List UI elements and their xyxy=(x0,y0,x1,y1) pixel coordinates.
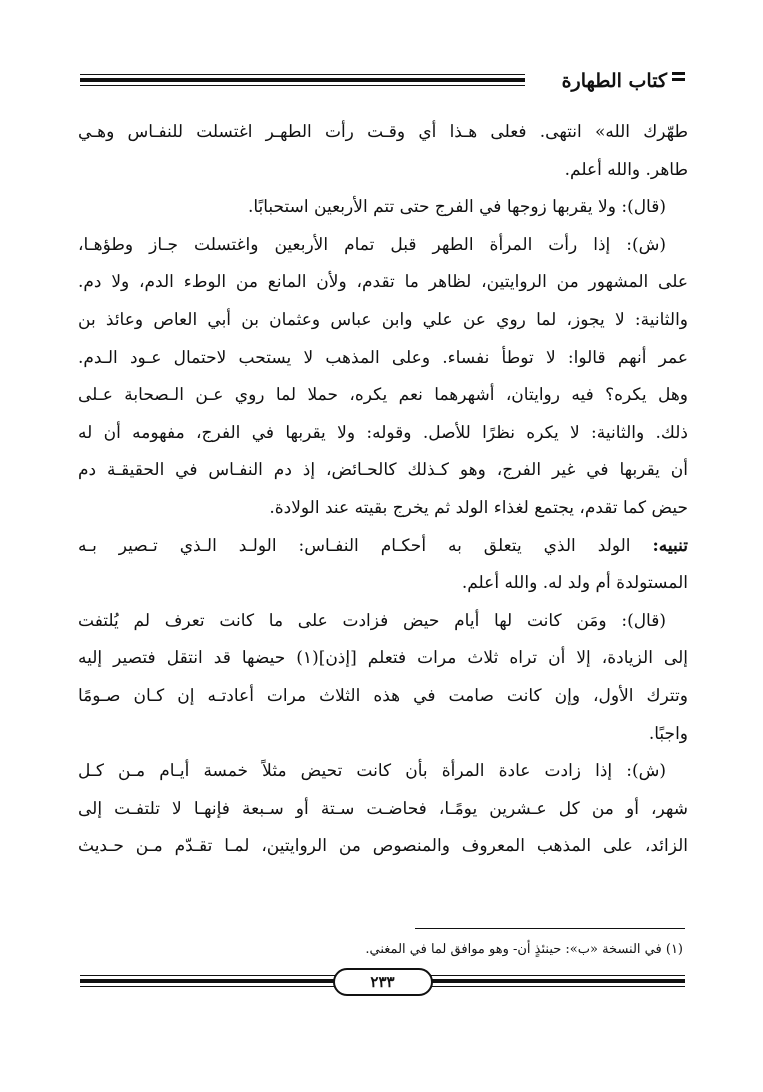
text-line: على المشهور من الروايتين، لظاهر ما تقدم، ولأن المانع من الوطء الدم، ولا دم. xyxy=(78,272,688,293)
chapter-title: كتاب الطهارة xyxy=(561,70,667,92)
main-text xyxy=(78,114,688,866)
text-line: (ش): إذا رأت المرأة الطهر قبل تمام الأربعين واغتسلت جـاز وطؤهـا، xyxy=(78,234,666,255)
footnote: (١) في النسخة «ب»: حينئذٍ أن- وهو موافق لما في المغني. xyxy=(365,942,683,957)
header-rule xyxy=(80,78,525,82)
text-line: (قال): ومَن كانت لها أيام حيض فزادت على ما كانت تعرف لم يُلتفت xyxy=(78,610,666,631)
text-line: شهر، أو من كل عـشرين يومًـا، فحاضـت سـتة أو سـبعة فإنهـا لا تلتفـت إلى xyxy=(78,798,688,819)
page-footer xyxy=(80,968,685,1008)
page-number: ٢٣٣ xyxy=(333,968,433,996)
text-line: طاهر. والله أعلم. xyxy=(564,159,688,180)
text-line: أن يقربها في غير الفرج، وهو كـذلك كالحـائض، إذ دم النفـاس في الحقيقـة دم xyxy=(78,460,688,481)
text-line: المستولدة أم ولد له. والله أعلم. xyxy=(461,573,688,594)
text-line: إلى الزيادة، إلا أن تراه ثلاث مرات فتعلم [إذن](١) حيضها قد انتقل فتصير إليه xyxy=(78,648,688,669)
tanbih-label: تنبيه: xyxy=(652,535,688,556)
header-ornament xyxy=(672,72,685,81)
text-line: والثانية: لا يجوز، لما روي عن علي وابن عباس وعثمان بن أبي العاص وعائذ بن xyxy=(78,309,688,330)
header-rule xyxy=(80,85,525,86)
text-line-content: الولد الذي يتعلق به أحكـام النفـاس: الولـد الـذي تـصير بـه xyxy=(78,535,631,556)
text-line: الزائد، على المذهب المعروف والمنصوص من الروايتين، لمـا تقـدّم مـن حـديث xyxy=(78,836,688,857)
text-line xyxy=(78,528,688,566)
text-line: (ش): إذا زادت عادة المرأة بأن كانت تحيض مثلاً خمسة أيـام مـن كـل xyxy=(78,761,666,782)
text-line: واجبًا. xyxy=(648,723,688,744)
header-rule xyxy=(80,74,525,75)
text-line: وتترك الأول، وإن كانت صامت في هذه الثلاث مرات أعادتـه إن كـان صـومًا xyxy=(78,685,688,706)
text-line: طهّرك الله» انتهى. فعلى هـذا أي وقـت رأت الطهـر اغتسلت للنفـاس وهـي xyxy=(78,122,688,142)
text-line: عمر أنهم قالوا: لا توطأ نفساء. وعلى المذهب لا يستحب لاحتمال عـود الـدم. xyxy=(78,347,688,368)
text-line: ذلك. والثانية: لا يكره نظرًا للأصل. وقوله: ولا يقربها في الفرج، مفهومه أن له xyxy=(78,422,688,443)
text-line: حيض كما تقدم، يجتمع لغذاء الولد ثم يخرج بقيته عند الولادة. xyxy=(269,497,688,518)
text-line: (قال): ولا يقربها زوجها في الفرج حتى تتم الأربعين استحبابًا. xyxy=(247,197,666,218)
footnote-rule xyxy=(415,928,685,929)
text-line: وهل يكره؟ فيه روايتان، أشهرهما نعم يكره، حملا لما روي عـن الـصحابة عـلى xyxy=(78,385,688,406)
running-header xyxy=(80,64,685,104)
